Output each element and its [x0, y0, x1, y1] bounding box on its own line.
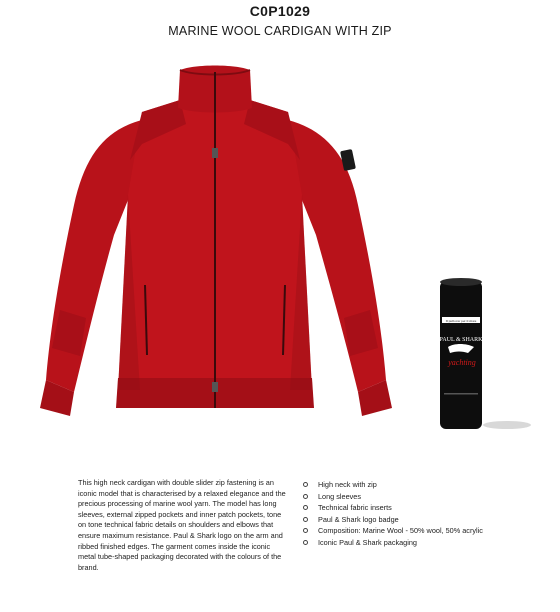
feature-item: Technical fabric inserts [302, 502, 552, 514]
packaging-tube-image [432, 275, 532, 435]
product-description: This high neck cardigan with double slider zip fastening is an iconic model that is characterised by a relaxed elegance and the precious processing of marine wool yarn. The model has long sleeves, external zipped pockets and inner patch pockets, tone on tone technical fabric details on shoulders and elbows that ensure maximum resistance. Paul & Shark logo on the arm and ribbed finished edges. The garment comes inside the iconic metal tube-shaped packaging decorated with the colours of the brand. [78, 478, 286, 572]
tube-script: yachting [448, 358, 476, 367]
feature-item: Paul & Shark logo badge [302, 514, 552, 526]
feature-item: Composition: Marine Wool - 50% wool, 50% acrylic [302, 525, 552, 537]
tube-text: Il pullover per il mare [445, 319, 477, 323]
cardigan-image [30, 60, 400, 430]
feature-item: High neck with zip [302, 479, 552, 491]
feature-list [302, 479, 552, 549]
product-title: MARINE WOOL CARDIGAN WITH ZIP [168, 24, 392, 38]
tube-brand: PAUL & SHARK [439, 337, 483, 343]
feature-item: Iconic Paul & Shark packaging [302, 537, 552, 549]
product-code: C0P1029 [249, 3, 311, 19]
feature-item: Long sleeves [302, 491, 552, 503]
